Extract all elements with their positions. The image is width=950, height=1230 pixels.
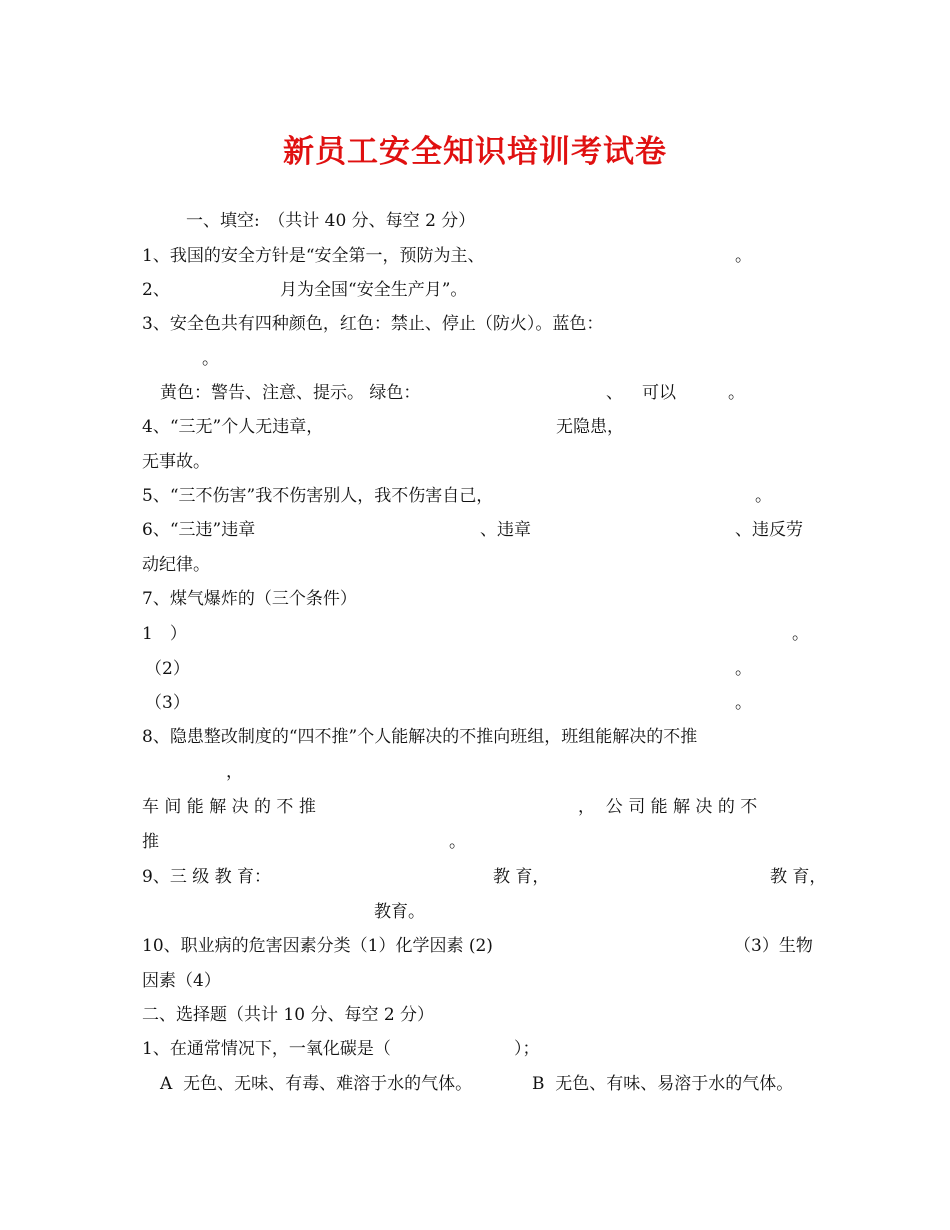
q3-line3-b: 、 [606, 383, 623, 403]
q7-item-1: 1 ） [142, 624, 187, 644]
q5-end: 。 [755, 486, 772, 506]
q7-item-3: （3） [145, 693, 190, 713]
mc1-option-b: B 无色、有味、易溶于水的气体。 [532, 1074, 794, 1094]
q9-d: 教育。 [374, 902, 425, 922]
q9-a: 9、三 级 教 育： [142, 867, 272, 887]
q10-b: （3）生物 [734, 936, 813, 956]
q8-line2: ， [226, 762, 243, 782]
q9-c: 教 育， [770, 867, 827, 887]
q8-line3-a: 车 间 能 解 决 的 不 推 [142, 797, 316, 817]
q4-a: 4、“三无”个人无违章， [142, 417, 324, 437]
q8-line4-a: 推 [142, 832, 159, 852]
q3-line3-c: 可以 [642, 383, 676, 403]
section-1-heading: 一、填空: （共计 40 分、每空 2 分） [186, 211, 476, 231]
q9-b: 教 育， [493, 867, 550, 887]
q6-b: 、违章 [480, 520, 531, 540]
q6-c: 、违反劳 [735, 520, 803, 540]
q1-text: 1、我国的安全方针是“安全第一，预防为主、 [142, 246, 485, 266]
q3-line3-d: 。 [728, 383, 745, 403]
q8-line1: 8、隐患整改制度的“四不推”个人能解决的不推向班组，班组能解决的不推 [142, 727, 698, 747]
q8-line4-b: 。 [449, 832, 466, 852]
q3-line1: 3、安全色共有四种颜色，红色：禁止、停止（防火）。蓝色： [142, 314, 604, 334]
q1-end: 。 [735, 246, 752, 266]
mc1-question-end: ）； [514, 1039, 540, 1059]
q7-item-1-end: 。 [792, 624, 809, 644]
q7-item-3-end: 。 [735, 693, 752, 713]
mc1-question: 1、在通常情况下，一氧化碳是（ [142, 1039, 391, 1059]
exam-title: 新员工安全知识培训考试卷 [283, 134, 667, 170]
q3-line2: 。 [202, 349, 219, 369]
q5-text: 5、“三不伤害”我不伤害别人，我不伤害自己， [142, 486, 494, 506]
section-2-heading: 二、选择题（共计 10 分、每空 2 分） [142, 1005, 435, 1025]
q4-c: 无事故。 [142, 452, 210, 472]
q8-line3-b: ， 公 司 能 解 决 的 不 [578, 797, 758, 817]
q4-b: 无隐患， [556, 417, 624, 437]
q2-text: 月为全国“安全生产月”。 [280, 280, 468, 300]
q3-line3-a: 黄色：警告、注意、提示。 绿色： [160, 383, 421, 403]
q10-a: 10、职业病的危害因素分类（1）化学因素 (2) [142, 936, 493, 956]
q6-a: 6、“三违”违章 [142, 520, 256, 540]
q7-item-2: （2） [145, 659, 190, 679]
q7-item-2-end: 。 [735, 659, 752, 679]
q6-d: 动纪律。 [142, 555, 210, 575]
q7-heading: 7、煤气爆炸的（三个条件） [142, 589, 357, 609]
q10-c: 因素（4） [142, 971, 221, 991]
q2-number: 2、 [142, 280, 170, 300]
mc1-option-a: A 无色、无味、有毒、难溶于水的气体。 [160, 1074, 473, 1094]
